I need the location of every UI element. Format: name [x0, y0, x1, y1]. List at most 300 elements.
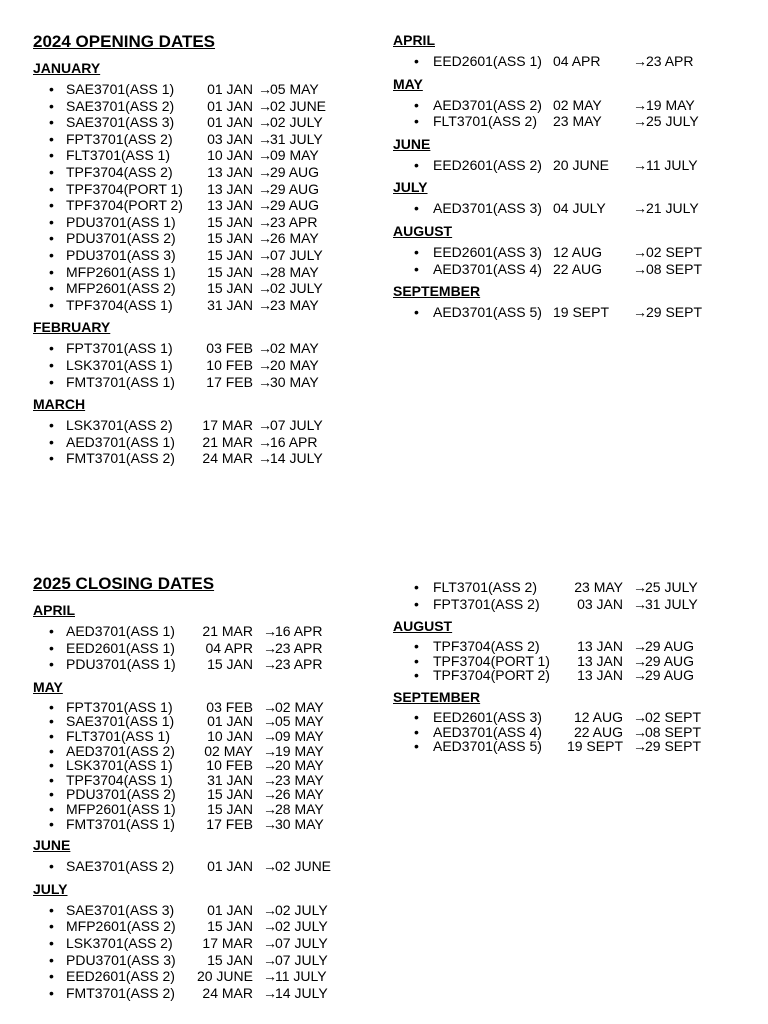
start-date: 04 JULY — [553, 200, 606, 217]
month-heading: JUNE — [393, 135, 431, 152]
end-date: 08 SEPT — [645, 723, 702, 740]
closing-left-column — [33, 574, 373, 1007]
arrow-icon: → — [263, 951, 277, 968]
bullet-icon: • — [414, 708, 419, 725]
start-date: 01 JAN — [207, 901, 253, 918]
closing-right-groups — [393, 579, 753, 754]
bullet-icon: • — [49, 623, 54, 639]
arrow-icon: → — [258, 373, 272, 390]
list-item — [393, 53, 753, 70]
end-date: 02 JULY — [270, 280, 323, 297]
end-date: 02 JULY — [270, 114, 323, 131]
end-date: 09 MAY — [270, 147, 319, 164]
assessment-code: MFP2601(ASS 1) — [66, 800, 176, 817]
arrow-icon: → — [633, 96, 647, 113]
list-item — [393, 725, 753, 740]
arrow-icon: → — [258, 296, 272, 313]
start-date: 01 JAN — [207, 81, 253, 97]
list-item — [33, 280, 373, 297]
start-date: 31 JAN — [207, 296, 253, 313]
assessment-code: PDU3701(ASS 3) — [66, 951, 176, 968]
start-date: 01 JAN — [207, 97, 253, 114]
arrow-icon: → — [258, 180, 272, 197]
assessment-code: TPF3704(PORT 1) — [433, 652, 550, 669]
list-item — [33, 450, 373, 467]
list-item — [393, 639, 753, 654]
assessment-code: MFP2601(ASS 2) — [66, 918, 176, 935]
start-date: 15 JAN — [207, 230, 253, 247]
bullet-icon: • — [49, 340, 54, 357]
opening-right-groups — [393, 32, 753, 321]
bullet-icon: • — [49, 934, 54, 951]
end-date: 29 AUG — [270, 180, 320, 197]
list-item — [393, 579, 753, 596]
assessment-code: AED3701(ASS 2) — [433, 96, 542, 113]
arrow-icon: → — [263, 858, 277, 875]
start-date: 01 JAN — [207, 114, 253, 131]
start-date: 04 APR — [205, 639, 253, 656]
start-date: 21 MAR — [202, 623, 253, 639]
list-item — [33, 817, 373, 832]
month-heading: JUNE — [33, 837, 71, 854]
arrow-icon: → — [633, 638, 647, 655]
list-item — [33, 81, 373, 98]
arrow-icon: → — [263, 742, 277, 759]
end-date: 25 JULY — [646, 113, 699, 130]
assessment-code: TPF3704(PORT 2) — [433, 667, 550, 684]
assessment-list — [393, 97, 753, 130]
end-date: 28 MAY — [270, 263, 319, 280]
bullet-icon: • — [49, 742, 54, 759]
assessment-code: LSK3701(ASS 1) — [66, 356, 173, 373]
bullet-icon: • — [49, 180, 54, 197]
arrow-icon: → — [263, 656, 277, 673]
start-date: 15 JAN — [207, 951, 253, 968]
start-date: 13 JAN — [207, 163, 253, 180]
end-date: 26 MAY — [270, 230, 319, 247]
assessment-list — [33, 623, 373, 673]
end-date: 20 MAY — [270, 356, 319, 373]
end-date: 28 MAY — [275, 800, 324, 817]
end-date: 29 SEPT — [645, 738, 702, 755]
end-date: 07 JULY — [270, 246, 323, 263]
start-date: 15 JAN — [207, 263, 253, 280]
start-date: 01 JAN — [207, 713, 253, 730]
end-date: 02 JUNE — [270, 97, 327, 114]
list-item — [33, 181, 373, 198]
start-date: 19 SEPT — [553, 304, 610, 321]
end-date: 16 APR — [275, 623, 323, 639]
start-date: 15 JAN — [207, 800, 253, 817]
assessment-code: AED3701(ASS 4) — [433, 723, 542, 740]
assessment-code: MFP2601(ASS 1) — [66, 263, 176, 280]
arrow-icon: → — [263, 901, 277, 918]
list-item — [393, 596, 753, 613]
list-item — [33, 918, 373, 935]
bullet-icon: • — [49, 197, 54, 214]
arrow-icon: → — [258, 246, 272, 263]
list-item — [33, 264, 373, 281]
month-heading: MAY — [393, 75, 423, 92]
month-heading: JULY — [33, 880, 68, 897]
arrow-icon: → — [258, 280, 272, 297]
end-date: 07 JULY — [275, 934, 328, 951]
month-heading: JULY — [393, 179, 428, 196]
arrow-icon: → — [258, 356, 272, 373]
list-item — [33, 773, 373, 788]
arrow-icon: → — [263, 757, 277, 774]
list-item — [33, 297, 373, 314]
list-item — [33, 197, 373, 214]
end-date: 02 SEPT — [646, 243, 703, 260]
assessment-code: FPT3701(ASS 1) — [66, 340, 173, 357]
end-date: 23 APR — [646, 53, 694, 69]
assessment-code: LSK3701(ASS 2) — [66, 934, 173, 951]
assessment-code: LSK3701(ASS 1) — [66, 757, 173, 774]
list-item — [393, 304, 753, 321]
assessment-code: PDU3701(ASS 3) — [66, 246, 176, 263]
end-date: 20 MAY — [275, 757, 324, 774]
arrow-icon: → — [263, 934, 277, 951]
opening-left-groups — [33, 60, 373, 467]
arrow-icon: → — [633, 304, 647, 321]
bullet-icon: • — [49, 97, 54, 114]
end-date: 21 JULY — [646, 200, 699, 217]
list-item — [33, 985, 373, 1002]
arrow-icon: → — [633, 579, 647, 595]
assessment-code: PDU3701(ASS 2) — [66, 230, 176, 247]
bullet-icon: • — [49, 356, 54, 373]
end-date: 31 JULY — [645, 595, 698, 612]
start-date: 13 JAN — [207, 197, 253, 214]
bullet-icon: • — [49, 713, 54, 730]
bullet-icon: • — [414, 53, 419, 69]
assessment-code: EED2601(ASS 2) — [66, 968, 175, 985]
assessment-code: FPT3701(ASS 1) — [66, 698, 173, 715]
assessment-code: EED2601(ASS 1) — [433, 53, 542, 69]
month-heading: MARCH — [33, 396, 86, 413]
assessment-list — [393, 200, 753, 217]
arrow-icon: → — [263, 771, 277, 788]
end-date: 02 JULY — [275, 901, 328, 918]
arrow-icon: → — [633, 667, 647, 684]
list-item — [33, 902, 373, 919]
end-date: 14 JULY — [275, 984, 328, 1001]
list-item — [33, 656, 373, 673]
end-date: 30 MAY — [270, 373, 319, 390]
start-date: 15 JAN — [207, 918, 253, 935]
start-date: 04 APR — [553, 53, 601, 69]
end-date: 23 MAY — [270, 296, 319, 313]
arrow-icon: → — [258, 130, 272, 147]
list-item — [33, 787, 373, 802]
end-date: 23 MAY — [275, 771, 324, 788]
end-date: 29 AUG — [645, 638, 695, 655]
start-date: 17 MAR — [202, 934, 253, 951]
start-date: 10 JAN — [207, 727, 253, 744]
bullet-icon: • — [414, 96, 419, 113]
list-item — [33, 114, 373, 131]
arrow-icon: → — [263, 623, 277, 639]
start-date: 23 MAY — [574, 579, 623, 595]
assessment-list — [393, 710, 753, 754]
start-date: 10 FEB — [206, 757, 253, 774]
month-heading: MAY — [33, 678, 63, 695]
start-date: 10 JAN — [207, 147, 253, 164]
assessment-code: AED3701(ASS 1) — [66, 623, 175, 639]
assessment-code: SAE3701(ASS 3) — [66, 901, 175, 918]
end-date: 29 AUG — [270, 197, 320, 214]
assessment-list — [393, 244, 753, 277]
arrow-icon: → — [258, 433, 272, 450]
list-item — [33, 147, 373, 164]
end-date: 19 MAY — [275, 742, 324, 759]
assessment-code: FMT3701(ASS 1) — [66, 373, 175, 390]
bullet-icon: • — [49, 114, 54, 131]
month-heading: AUGUST — [393, 222, 453, 239]
arrow-icon: → — [633, 708, 647, 725]
bullet-icon: • — [49, 727, 54, 744]
start-date: 24 MAR — [202, 450, 253, 467]
end-date: 31 JULY — [270, 130, 323, 147]
assessment-list — [33, 340, 373, 390]
end-date: 19 MAY — [646, 96, 695, 113]
list-item — [33, 952, 373, 969]
bullet-icon: • — [49, 296, 54, 313]
bullet-icon: • — [49, 450, 54, 467]
arrow-icon: → — [263, 918, 277, 935]
assessment-list — [33, 81, 373, 313]
assessment-code: FMT3701(ASS 1) — [66, 815, 175, 832]
assessment-code: PDU3701(ASS 1) — [66, 213, 176, 230]
bullet-icon: • — [49, 81, 54, 97]
assessment-code: SAE3701(ASS 2) — [66, 858, 175, 875]
assessment-list — [393, 53, 753, 70]
start-date: 20 JUNE — [196, 968, 253, 985]
assessment-code: FLT3701(ASS 2) — [433, 579, 538, 595]
list-item — [33, 230, 373, 247]
assessment-code: AED3701(ASS 5) — [433, 304, 542, 321]
start-date: 24 MAR — [202, 984, 253, 1001]
bullet-icon: • — [49, 163, 54, 180]
closing-left-groups — [33, 602, 373, 1001]
list-item — [33, 935, 373, 952]
assessment-list — [393, 639, 753, 683]
month-heading: APRIL — [393, 32, 435, 48]
assessment-code: SAE3701(ASS 1) — [66, 713, 175, 730]
arrow-icon: → — [258, 97, 272, 114]
start-date: 15 JAN — [207, 280, 253, 297]
bullet-icon: • — [49, 639, 54, 656]
end-date: 29 SEPT — [646, 304, 703, 321]
month-heading: JANUARY — [33, 60, 101, 76]
bullet-icon: • — [49, 984, 54, 1001]
bullet-icon: • — [414, 243, 419, 260]
start-date: 17 FEB — [206, 815, 253, 832]
assessment-code: TPF3704(ASS 2) — [66, 163, 173, 180]
end-date: 29 AUG — [270, 163, 320, 180]
assessment-code: FLT3701(ASS 2) — [433, 113, 538, 130]
start-date: 21 MAR — [202, 433, 253, 450]
list-item — [393, 244, 753, 261]
end-date: 05 MAY — [270, 81, 319, 97]
list-item — [33, 640, 373, 657]
start-date: 02 MAY — [204, 742, 253, 759]
closing-right-column — [393, 575, 753, 760]
list-item — [33, 729, 373, 744]
list-item — [393, 654, 753, 669]
arrow-icon: → — [263, 639, 277, 656]
start-date: 31 JAN — [207, 771, 253, 788]
list-item — [33, 700, 373, 715]
bullet-icon: • — [49, 951, 54, 968]
assessment-code: SAE3701(ASS 2) — [66, 97, 175, 114]
bullet-icon: • — [49, 417, 54, 434]
start-date: 10 FEB — [206, 356, 253, 373]
bullet-icon: • — [414, 667, 419, 684]
end-date: 30 MAY — [275, 815, 324, 832]
start-date: 17 MAR — [202, 417, 253, 434]
list-item — [393, 97, 753, 114]
arrow-icon: → — [263, 800, 277, 817]
start-date: 13 JAN — [207, 180, 253, 197]
assessment-code: SAE3701(ASS 3) — [66, 114, 175, 131]
list-item — [393, 710, 753, 725]
end-date: 08 SEPT — [646, 260, 703, 277]
assessment-code: AED3701(ASS 2) — [66, 742, 175, 759]
end-date: 07 JULY — [270, 417, 323, 434]
bullet-icon: • — [414, 156, 419, 173]
list-item — [33, 802, 373, 817]
end-date: 29 AUG — [645, 652, 695, 669]
assessment-code: LSK3701(ASS 2) — [66, 417, 173, 434]
bullet-icon: • — [49, 815, 54, 832]
assessment-code: FMT3701(ASS 2) — [66, 450, 175, 467]
assessment-list — [33, 858, 373, 875]
list-item — [33, 623, 373, 640]
arrow-icon: → — [263, 786, 277, 803]
end-date: 02 MAY — [270, 340, 319, 357]
opening-title: 2024 OPENING DATES — [33, 32, 216, 51]
end-date: 05 MAY — [275, 713, 324, 730]
start-date: 19 SEPT — [566, 738, 623, 755]
start-date: 15 JAN — [207, 213, 253, 230]
bullet-icon: • — [49, 130, 54, 147]
assessment-list — [393, 304, 753, 321]
list-item — [33, 968, 373, 985]
end-date: 07 JULY — [275, 951, 328, 968]
assessment-list — [33, 700, 373, 831]
start-date: 12 AUG — [553, 243, 603, 260]
arrow-icon: → — [633, 595, 647, 612]
list-item — [33, 98, 373, 115]
list-item — [33, 417, 373, 434]
assessment-code: EED2601(ASS 3) — [433, 708, 542, 725]
end-date: 14 JULY — [270, 450, 323, 467]
start-date: 03 FEB — [206, 340, 253, 357]
bullet-icon: • — [49, 147, 54, 164]
list-item — [33, 744, 373, 759]
arrow-icon: → — [258, 147, 272, 164]
assessment-code: PDU3701(ASS 2) — [66, 786, 176, 803]
assessment-code: TPF3704(PORT 1) — [66, 180, 183, 197]
opening-left-column — [33, 32, 373, 473]
arrow-icon: → — [258, 340, 272, 357]
list-item — [393, 113, 753, 130]
assessment-code: TPF3704(ASS 2) — [433, 638, 540, 655]
bullet-icon: • — [49, 433, 54, 450]
month-heading: FEBRUARY — [33, 319, 111, 336]
start-date: 22 AUG — [573, 723, 623, 740]
list-item — [33, 714, 373, 729]
end-date: 11 JULY — [646, 156, 698, 173]
bullet-icon: • — [49, 280, 54, 297]
list-item — [393, 668, 753, 683]
arrow-icon: → — [258, 450, 272, 467]
bullet-icon: • — [49, 230, 54, 247]
bullet-icon: • — [49, 858, 54, 875]
assessment-code: EED2601(ASS 3) — [433, 243, 542, 260]
start-date: 15 JAN — [207, 786, 253, 803]
bullet-icon: • — [414, 113, 419, 130]
end-date: 23 APR — [275, 639, 323, 656]
assessment-code: FLT3701(ASS 1) — [66, 727, 171, 744]
assessment-code: FPT3701(ASS 2) — [66, 130, 173, 147]
list-item — [393, 200, 753, 217]
bullet-icon: • — [49, 213, 54, 230]
arrow-icon: → — [263, 698, 277, 715]
list-item — [393, 261, 753, 278]
list-item — [33, 357, 373, 374]
start-date: 13 JAN — [577, 667, 623, 684]
arrow-icon: → — [263, 984, 277, 1001]
arrow-icon: → — [258, 163, 272, 180]
arrow-icon: → — [633, 53, 647, 69]
arrow-icon: → — [258, 213, 272, 230]
assessment-code: FMT3701(ASS 2) — [66, 984, 175, 1001]
bullet-icon: • — [414, 723, 419, 740]
end-date: 02 SEPT — [645, 708, 702, 725]
arrow-icon: → — [633, 156, 647, 173]
bullet-icon: • — [49, 968, 54, 985]
bullet-icon: • — [49, 373, 54, 390]
list-item — [33, 434, 373, 451]
arrow-icon: → — [633, 260, 647, 277]
bullet-icon: • — [49, 901, 54, 918]
assessment-code: AED3701(ASS 1) — [66, 433, 175, 450]
bullet-icon: • — [414, 738, 419, 755]
end-date: 29 AUG — [645, 667, 695, 684]
end-date: 16 APR — [270, 433, 318, 450]
arrow-icon: → — [258, 197, 272, 214]
month-heading: SEPTEMBER — [393, 283, 481, 300]
start-date: 22 AUG — [553, 260, 603, 277]
start-date: 13 JAN — [577, 638, 623, 655]
bullet-icon: • — [49, 656, 54, 673]
assessment-code: AED3701(ASS 4) — [433, 260, 542, 277]
list-item — [393, 739, 753, 754]
arrow-icon: → — [633, 723, 647, 740]
end-date: 23 APR — [275, 656, 323, 673]
list-item — [33, 164, 373, 181]
start-date: 17 FEB — [206, 373, 253, 390]
bullet-icon: • — [414, 579, 419, 595]
end-date: 02 MAY — [275, 698, 324, 715]
list-item — [33, 758, 373, 773]
start-date: 03 FEB — [206, 698, 253, 715]
end-date: 23 APR — [270, 213, 318, 230]
arrow-icon: → — [258, 114, 272, 131]
